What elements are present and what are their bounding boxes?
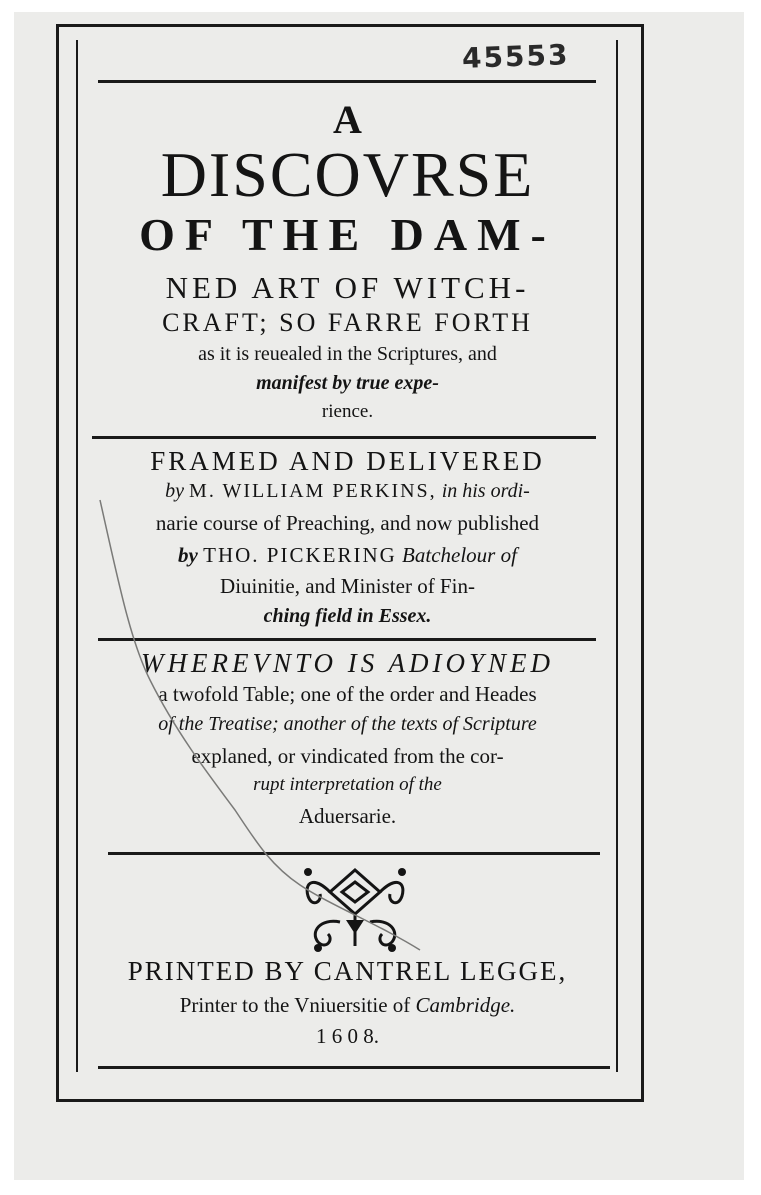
author-line-2 [90,480,605,503]
title-line-8: rience. [321,401,374,422]
title-line-5: CRAFT; SO FARRE FORTH [162,308,533,337]
imprint-line-1: PRINTED BY CANTREL LEGGE, [127,956,568,986]
author-line-4 [90,543,605,568]
title-line-3: OF THE DAM- [139,209,556,260]
author-line-4c: Batchelour of [402,543,517,567]
rule-1 [92,436,596,439]
author-line-6: ching field in Essex. [263,605,432,627]
imprint-line-2 [90,993,605,1018]
appendix-line-3a: of the Treatise; [158,713,279,735]
author-line-4a: by [178,543,198,567]
appendix-line-1: WHEREVNTO IS ADIOYNED [141,648,554,678]
appendix-line-5: rupt interpretation of the [253,774,442,795]
title-line-7: manifest by true expe- [256,372,439,394]
catalog-number: 45553 [461,38,570,75]
appendix-line-6: Aduersarie. [298,804,397,828]
author-line-2c: in his ordi- [441,480,530,502]
author-line-2b: M. WILLIAM PERKINS, [189,480,437,502]
title-line-6: as it is reuealed in the Scriptures, and [198,343,497,365]
appendix-line-3 [90,713,605,736]
rule-bottom [98,1066,610,1069]
appendix-line-2: a twofold Table; one of the order and Heades [158,682,537,706]
author-line-4b: THO. PICKERING [203,543,397,567]
imprint-line-2a: Printer to the Vniuersitie of [179,993,411,1017]
imprint-year: 1 6 0 8. [316,1024,379,1048]
author-line-2a: by [165,480,185,502]
imprint-line-2b: Cambridge. [415,993,516,1017]
title-line-1: A [333,97,362,142]
title-line-2: DISCOVRSE [160,139,535,210]
author-line-1: FRAMED AND DELIVERED [150,446,545,476]
title-line-4: NED ART OF WITCH- [165,270,530,305]
rule-2 [98,638,596,641]
appendix-line-3b: another of the texts of Scripture [283,713,537,735]
author-line-5: Diuinitie, and Minister of Fin- [220,574,475,598]
rule-3 [108,852,600,855]
printers-device-ornament [300,862,410,954]
rule-top [98,80,596,83]
appendix-line-4: explaned, or vindicated from the cor- [191,744,504,768]
author-line-3: narie course of Preaching, and now published [155,511,540,535]
